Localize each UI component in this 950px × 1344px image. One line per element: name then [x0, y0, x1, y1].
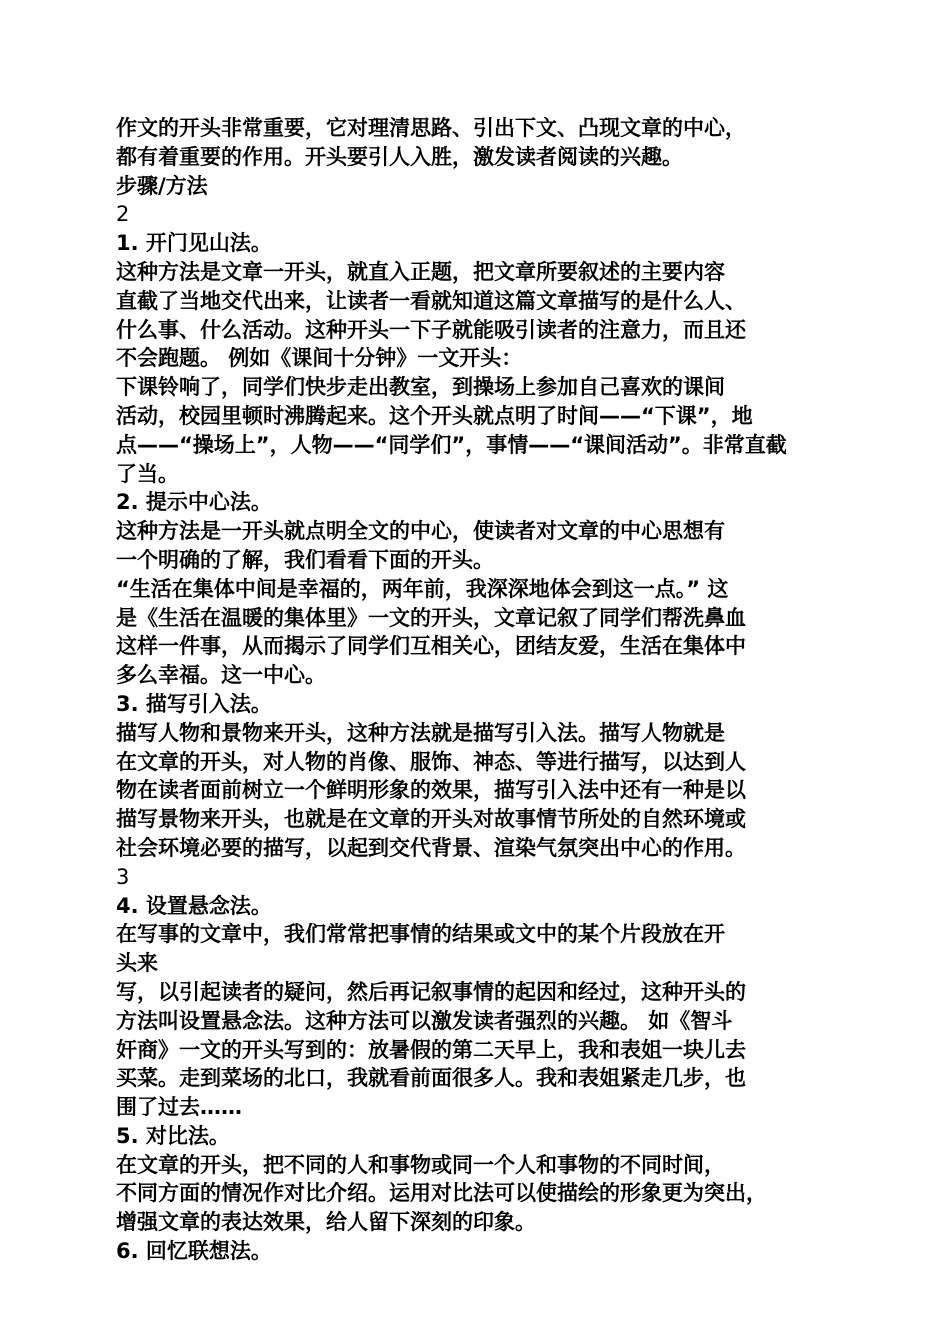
text-line: 物在读者面前树立一个鲜明形象的效果，描写引入法中还有一种是以 [116, 778, 746, 803]
text-line: 描写景物来开头，也就是在文章的开头对故事情节所处的自然环境或 [116, 807, 746, 832]
text-line: “生活在集体中间是幸福的，两年前，我深深地体会到这一点。” 这 [116, 576, 729, 601]
text-line: 不同方面的情况作对比介绍。运用对比法可以使描绘的形象更为突出， [116, 1181, 767, 1206]
text-line: 直截了当地交代出来，让读者一看就知道这篇文章描写的是什么人、 [116, 288, 746, 313]
method-heading: 5. 对比法。 [116, 1123, 230, 1148]
text-line: 点——“操场上”，人物——“同学们”，事情——“课间活动”。非常直截 [116, 432, 787, 457]
text-line: 什么事、什么活动。这种开头一下子就能吸引读者的注意力，而且还 [116, 317, 746, 342]
text-line: 围了过去…… [116, 1095, 242, 1120]
text-line: 在文章的开头，对人物的肖像、服饰、神态、等进行描写，以达到人 [116, 749, 746, 774]
document-body [116, 114, 846, 1266]
text-line: 多么幸福。这一中心。 [116, 663, 326, 688]
method-heading: 2. 提示中心法。 [116, 490, 272, 515]
section-heading: 步骤/方法 [116, 173, 208, 198]
text-line: 下课铃响了，同学们快步走出教室，到操场上参加自己喜欢的课间 [116, 375, 725, 400]
method-heading: 6. 回忆联想法。 [116, 1239, 272, 1264]
text-line: 在写事的文章中，我们常常把事情的结果或文中的某个片段放在开 [116, 922, 725, 947]
text-line: 头来 [116, 951, 158, 976]
text-line: 买菜。走到菜场的北口，我就看前面很多人。我和表姐紧走几步，也 [116, 1066, 746, 1091]
text-line: 社会环境必要的描写，以起到交代背景、渲染气氛突出中心的作用。 [116, 835, 746, 860]
method-heading: 4. 设置悬念法。 [116, 893, 272, 918]
text-line: 活动，校园里顿时沸腾起来。这个开头就点明了时间——“下课”，地 [116, 403, 753, 428]
text-line: 是《生活在温暖的集体里》一文的开头，文章记叙了同学们帮洗鼻血 [116, 605, 746, 630]
method-heading: 3. 描写引入法。 [116, 691, 272, 716]
text-line: 奸商》一文的开头写到的：放暑假的第二天早上，我和表姐一块儿去 [116, 1037, 746, 1062]
text-line: 这种方法是文章一开头，就直入正题，把文章所要叙述的主要内容 [116, 259, 725, 284]
method-heading: 1. 开门见山法。 [116, 231, 272, 256]
text-line: 这种方法是一开头就点明全文的中心，使读者对文章的中心思想有 [116, 519, 725, 544]
text-line: 写，以引起读者的疑问，然后再记叙事情的起因和经过，这种开头的 [116, 979, 746, 1004]
step-number: 2 [116, 202, 130, 227]
text-line: 作文的开头非常重要，它对理清思路、引出下文、凸现文章的中心， [116, 116, 746, 140]
text-line: 一个明确的了解，我们看看下面的开头。 [116, 547, 494, 572]
text-line: 增强文章的表达效果，给人留下深刻的印象。 [116, 1210, 536, 1235]
text-line: 了当。 [116, 461, 179, 486]
text-line: 描写人物和景物来开头，这种方法就是描写引入法。描写人物就是 [116, 720, 725, 745]
text-line: 这样一件事，从而揭示了同学们互相关心，团结友爱，生活在集体中 [116, 634, 746, 659]
text-line: 不会跑题。 例如《课间十分钟》一文开头： [116, 346, 523, 371]
step-number: 3 [116, 864, 130, 889]
text-line: 在文章的开头，把不同的人和事物或同一个人和事物的不同时间， [116, 1152, 725, 1177]
text-line: 方法叫设置悬念法。这种方法可以激发读者强烈的兴趣。 如《智斗 [116, 1008, 733, 1033]
text-line: 都有着重要的作用。开头要引人入胜，激发读者阅读的兴趣。 [116, 144, 683, 169]
